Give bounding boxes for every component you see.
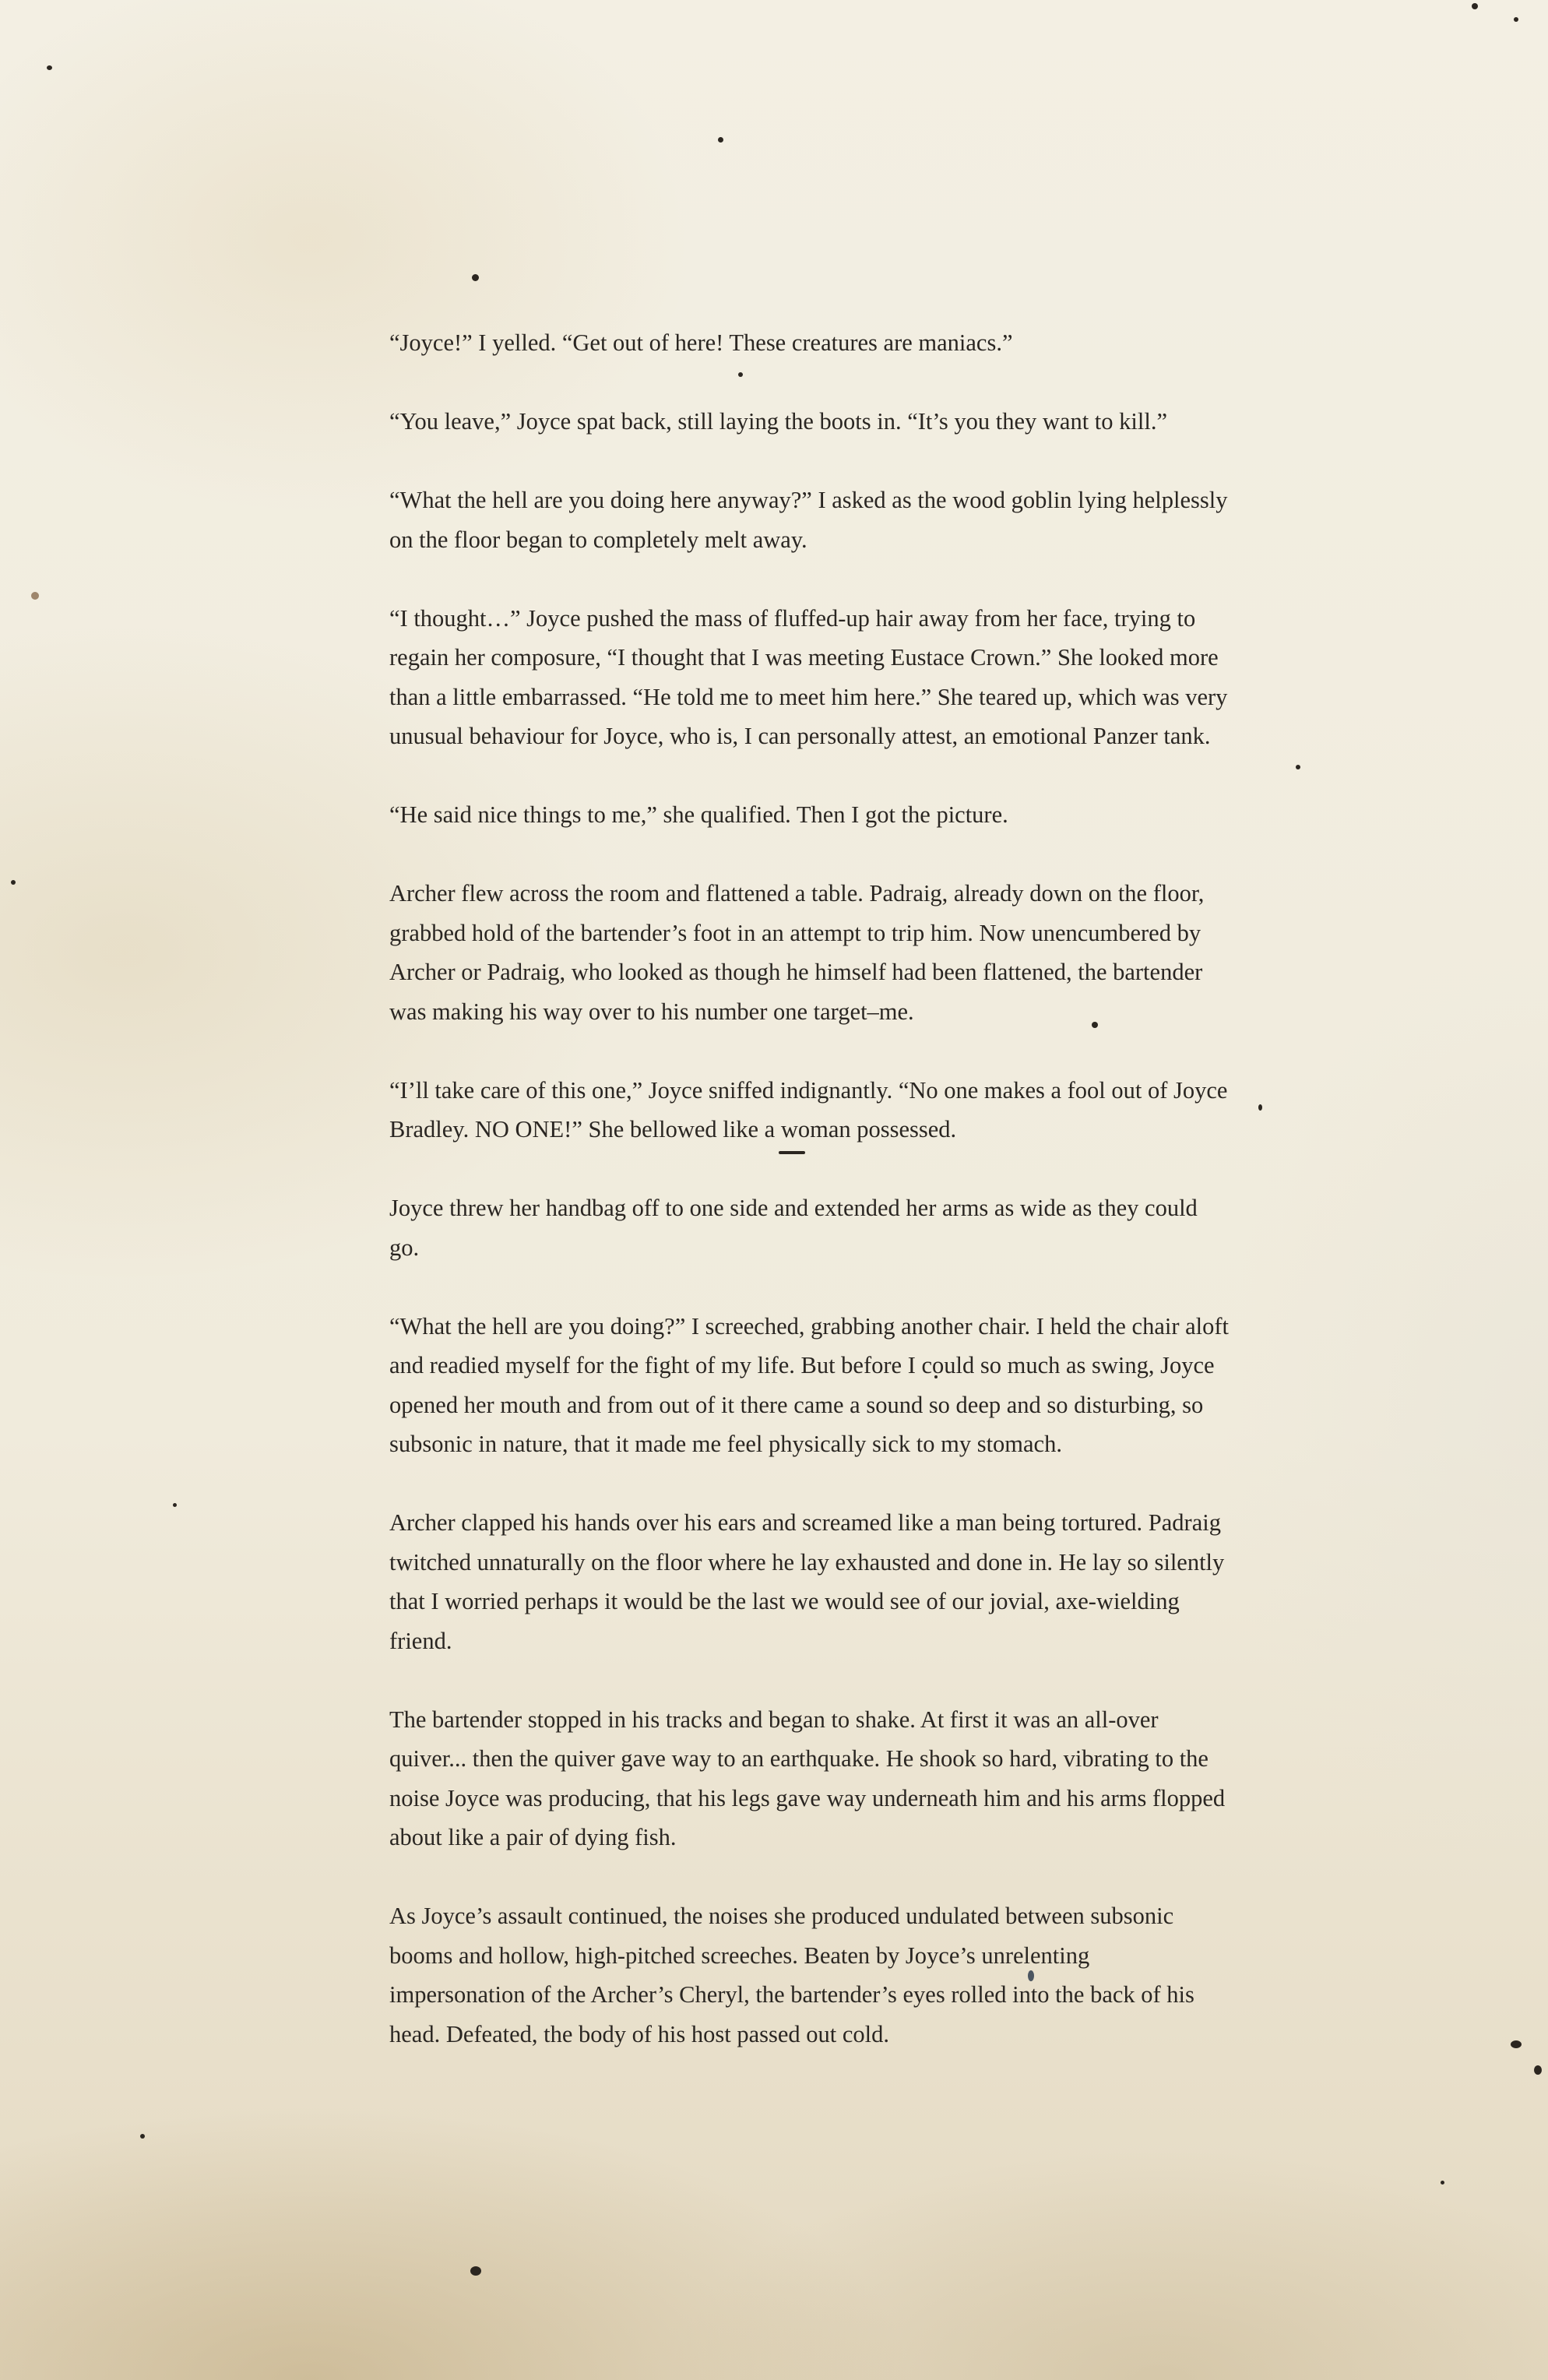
paragraph: As Joyce’s assault continued, the noises she produced undulated between subsonic booms and hollow, high-pitched screeches. Beaten by Joyce’s unrelenting impersonation of the Archer’s Cheryl, the bartender’s eyes rolled into the back of his head. Defeated, the body of his host passed out cold. <box>389 1903 1194 2047</box>
ink-speck <box>1441 2181 1444 2185</box>
paragraph: “Joyce!” I yelled. “Get out of here! These creatures are maniacs.” <box>389 329 1013 356</box>
ink-speck <box>173 1503 177 1507</box>
paragraph: “What the hell are you doing?” I screeched, grabbing another chair. I held the chair aloft and readied myself for the fight of my life. But before I could so much as swing, Joyce opened her mouth and from out of it there came a sound so deep and so disturbing, so subsonic in nature, that it made me feel physically sick to my stomach. <box>389 1312 1230 1457</box>
ink-speck <box>1514 17 1518 22</box>
story-text-column <box>389 323 1230 2093</box>
ink-speck <box>1258 1104 1262 1111</box>
paragraph: “I thought…” Joyce pushed the mass of fluffed-up hair away from her face, trying to regain her composure, “I thought that I was meeting Eustace Crown.” She looked more than a little embarrassed. “He told me to meet him here.” She teared up, which was very unusual behaviour for Joyce, who is, I can personally attest, an emotional Panzer tank. <box>389 604 1228 749</box>
paragraph: “He said nice things to me,” she qualified. Then I got the picture. <box>389 801 1008 828</box>
ink-speck <box>718 137 723 143</box>
paragraph: Joyce threw her handbag off to one side and extended her arms as wide as they could go. <box>389 1195 1198 1261</box>
ink-speck <box>47 65 52 70</box>
ink-speck <box>31 592 39 600</box>
ink-speck <box>140 2134 145 2139</box>
paragraph: The bartender stopped in his tracks and began to shake. At first it was an all-over quiver... then the quiver gave way to an earthquake. He shook so hard, vibrating to the noise Joyce was producing, that his legs gave way underneath him and his arms flopped about like a pair of dying fish. <box>389 1706 1226 1850</box>
ink-speck <box>11 880 16 885</box>
ink-speck <box>1511 2040 1522 2048</box>
ink-speck <box>1534 2065 1542 2075</box>
paragraph: Archer flew across the room and flattened a table. Padraig, already down on the floor, grabbed hold of the bartender’s foot in an attempt to trip him. Now unencumbered by Archer or Padraig, who looked as though he himself had been flattened, the bartender was making his way over to his number one target–me. <box>389 880 1205 1025</box>
paragraph: Archer clapped his hands over his ears and screamed like a man being tortured. Padraig twitched unnaturally on the floor where he lay exhausted and done in. He lay so silently that I worried perhaps it would be the last we would see of our jovial, axe-wielding friend. <box>389 1509 1225 1654</box>
paragraph: “You leave,” Joyce spat back, still laying the boots in. “It’s you they want to kill.” <box>389 408 1167 435</box>
ink-speck <box>472 274 479 281</box>
ink-speck <box>1296 765 1300 769</box>
ink-speck <box>1472 3 1478 9</box>
paragraph: “What the hell are you doing here anyway?” I asked as the wood goblin lying helplessly on the floor began to completely melt away. <box>389 487 1228 553</box>
ink-speck <box>470 2266 481 2276</box>
paragraph: “I’ll take care of this one,” Joyce sniffed indignantly. “No one makes a fool out of Joyce Bradley. NO ONE!” She bellowed like a woman possessed. <box>389 1076 1228 1142</box>
